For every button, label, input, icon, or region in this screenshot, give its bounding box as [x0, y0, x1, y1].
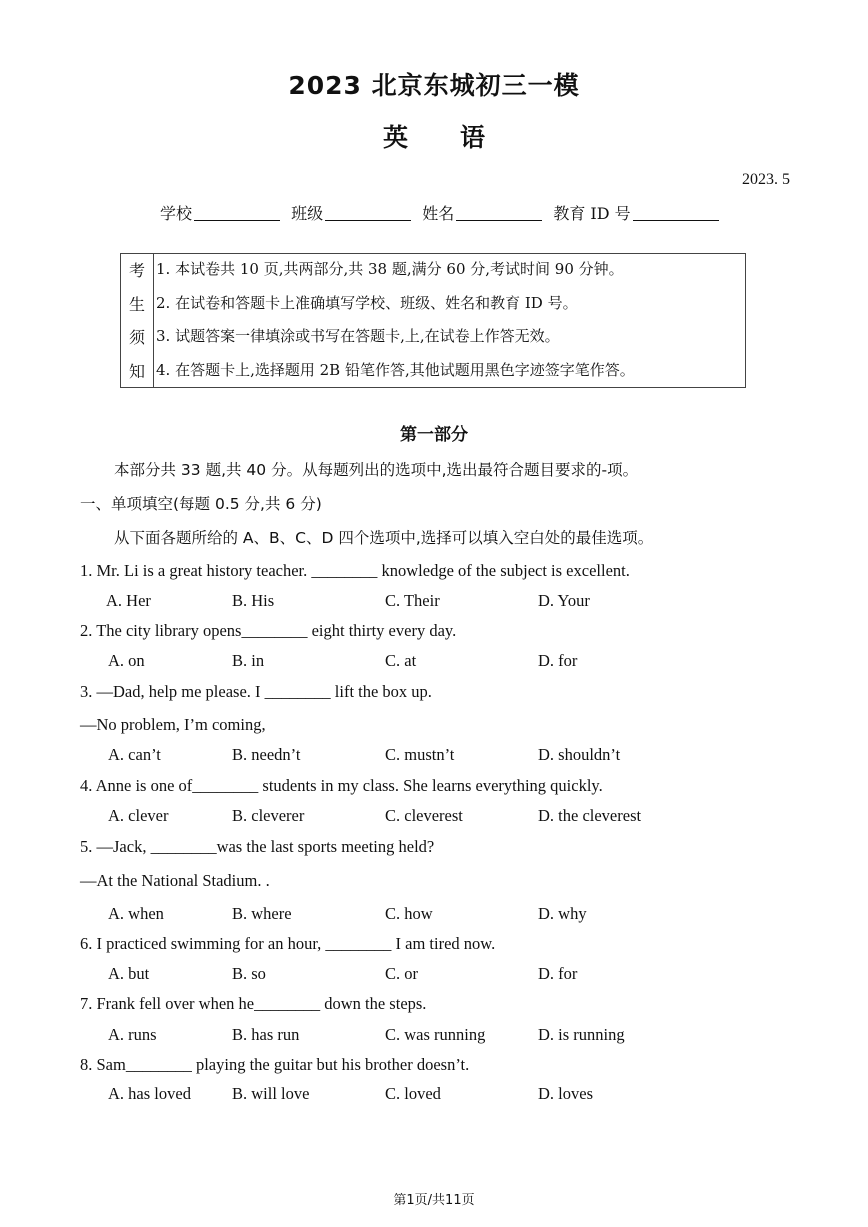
- option-d: D. Your: [538, 591, 590, 610]
- question-stem: 7. Frank fell over when he________ down the steps.: [80, 994, 427, 1013]
- exam-title: 2023 北京东城初三一模: [288, 71, 580, 100]
- option-c: C. cleverest: [385, 806, 463, 825]
- option-c: C. at: [385, 651, 417, 670]
- option-c: C. or: [385, 964, 418, 983]
- school-blank: [194, 204, 280, 221]
- part-one-title: 第一部分: [400, 425, 468, 445]
- notice-items: [154, 254, 745, 387]
- option-d: D. for: [538, 651, 578, 670]
- option-a: A. runs: [108, 1025, 157, 1044]
- name-blank: [456, 204, 542, 221]
- candidate-notice-box: [120, 253, 746, 388]
- question-stem: 2. The city library opens________ eight thirty every day.: [80, 621, 457, 640]
- notice-side-label: [121, 254, 154, 387]
- question-stem: 1. Mr. Li is a great history teacher. ________ knowledge of the subject is excellent.: [80, 561, 630, 580]
- question-stem: 4. Anne is one of________ students in my class. She learns everything quickly.: [80, 776, 603, 795]
- option-c: C. loved: [385, 1084, 441, 1103]
- option-d: D. for: [538, 964, 578, 983]
- option-c: C. how: [385, 904, 433, 923]
- section-intro: 从下面各题所给的 A、B、C、D 四个选项中,选择可以填入空白处的最佳选项。: [114, 529, 654, 547]
- option-b: B. has run: [232, 1025, 300, 1044]
- question-stem: 6. I practiced swimming for an hour, ________ I am tired now.: [80, 934, 496, 953]
- question-dialogue-line: —No problem, I’m coming,: [80, 715, 266, 734]
- id-blank: [633, 204, 719, 221]
- question-stem: 3. —Dad, help me please. I ________ lift the box up.: [80, 682, 432, 701]
- subject-title: 英语: [382, 123, 537, 152]
- school-label: 学校: [160, 204, 193, 223]
- part-one-intro: 本部分共 33 题,共 40 分。从每题列出的选项中,选出最符合题目要求的-项。: [114, 461, 639, 479]
- option-a: A. has loved: [108, 1084, 191, 1103]
- notice-item: 1. 本试卷共 10 页,共两部分,共 38 题,满分 60 分,考试时间 90 分钟。: [156, 260, 624, 278]
- option-a: A. Her: [106, 591, 151, 610]
- question-stem: 8. Sam________ playing the guitar but his brother doesn’t.: [80, 1055, 470, 1074]
- option-d: D. loves: [538, 1084, 593, 1103]
- option-b: B. His: [232, 591, 275, 610]
- option-c: C. Their: [385, 591, 440, 610]
- option-b: B. needn’t: [232, 745, 301, 764]
- notice-side-char: 考: [128, 261, 145, 280]
- question-stem: 5. —Jack, ________was the last sports meeting held?: [80, 837, 435, 856]
- exam-date: 2023. 5: [742, 171, 790, 188]
- option-b: B. in: [232, 651, 265, 670]
- option-d: D. shouldn’t: [538, 745, 621, 764]
- id-label: 教育 ID 号: [553, 204, 631, 223]
- option-b: B. will love: [232, 1084, 310, 1103]
- option-a: A. clever: [108, 806, 169, 825]
- option-a: A. when: [108, 904, 164, 923]
- option-a: A. can’t: [108, 745, 161, 764]
- option-d: D. is running: [538, 1025, 625, 1044]
- option-c: C. was running: [385, 1025, 486, 1044]
- page-footer: 第1页/共11页: [393, 1193, 475, 1208]
- option-c: C. mustn’t: [385, 745, 455, 764]
- notice-item: 4. 在答题卡上,选择题用 2B 铅笔作答,其他试题用黑色字迹签字笔作答。: [156, 360, 635, 379]
- question-dialogue-line: —At the National Stadium. .: [80, 871, 270, 890]
- notice-side-char: 生: [128, 294, 145, 314]
- class-label: 班级: [291, 204, 324, 223]
- option-b: B. so: [232, 964, 266, 983]
- option-d: D. the cleverest: [538, 806, 642, 825]
- notice-side-char: 知: [128, 361, 145, 381]
- notice-side-char: 须: [128, 328, 145, 347]
- option-b: B. cleverer: [232, 806, 305, 825]
- option-b: B. where: [232, 904, 292, 923]
- student-info-row: [160, 201, 725, 224]
- notice-item: 3. 试题答案一律填涂或书写在答题卡,上,在试卷上作答无效。: [156, 327, 560, 345]
- option-a: A. but: [108, 964, 150, 983]
- section-title: 一、单项填空(每题 0.5 分,共 6 分): [80, 495, 322, 513]
- class-blank: [325, 204, 411, 221]
- option-a: A. on: [108, 651, 145, 670]
- option-d: D. why: [538, 904, 587, 923]
- notice-item: 2. 在试卷和答题卡上准确填写学校、班级、姓名和教育 ID 号。: [156, 293, 578, 312]
- name-label: 姓名: [422, 204, 455, 223]
